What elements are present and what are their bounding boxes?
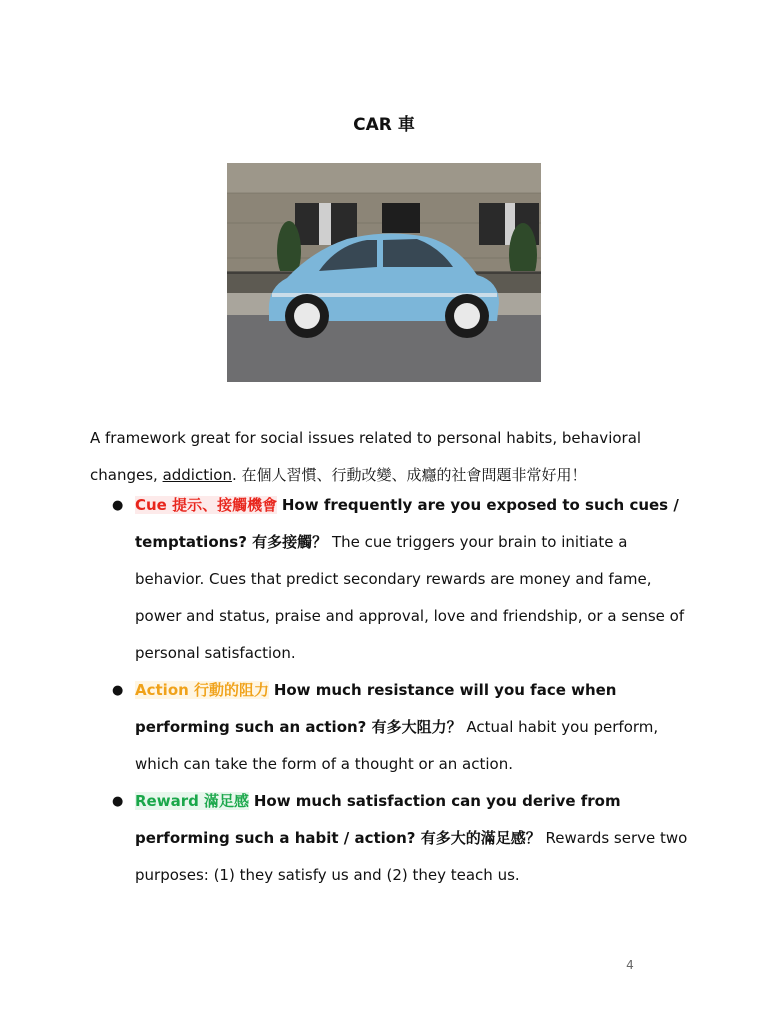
reward-body: Rewards serve two purposes: (1) they satisfy us and (2) they teach us. [135,829,688,884]
reward-tag: Reward 滿足感 [135,792,250,810]
action-question: How much resistance will you face when performing such an action? 有多大阻力？ [135,681,617,736]
bullet-icon: ● [112,683,124,698]
car-framework-list [90,487,690,894]
intro-text: A framework great for social issues related to personal habits, behavioral changes, [90,429,642,484]
bullet-icon: ● [112,498,124,513]
action-tag: Action 行動的阻力 [135,681,270,699]
list-item-reward [90,783,690,894]
page-number: 4 [626,958,634,972]
list-item-action [90,672,690,783]
cue-body: The cue triggers your brain to initiate a behavior. Cues that predict secondary rewards are money and fame, power and status, praise and approval, love and friendship, or a sense of personal satisfaction. [135,533,685,662]
action-body: Actual habit you perform, which can take the form of a thought or an action. [135,718,659,773]
reward-question: How much satisfaction can you derive from performing such a habit / action? 有多大的滿足感？ [135,792,621,847]
car-photo [227,163,541,382]
list-item-cue [90,487,690,672]
page-title: CAR 車 [353,115,415,135]
addiction-link[interactable]: addiction [162,466,232,484]
cue-question: How frequently are you exposed to such cues / temptations? 有多接觸？ [135,496,679,551]
bullet-icon: ● [112,794,124,809]
cue-tag: Cue 提示、接觸機會 [135,496,278,514]
intro-paragraph [90,420,690,494]
intro-text-cont: . 在個人習慣、行動改變、成癮的社會問題非常好用！ [231,466,587,484]
